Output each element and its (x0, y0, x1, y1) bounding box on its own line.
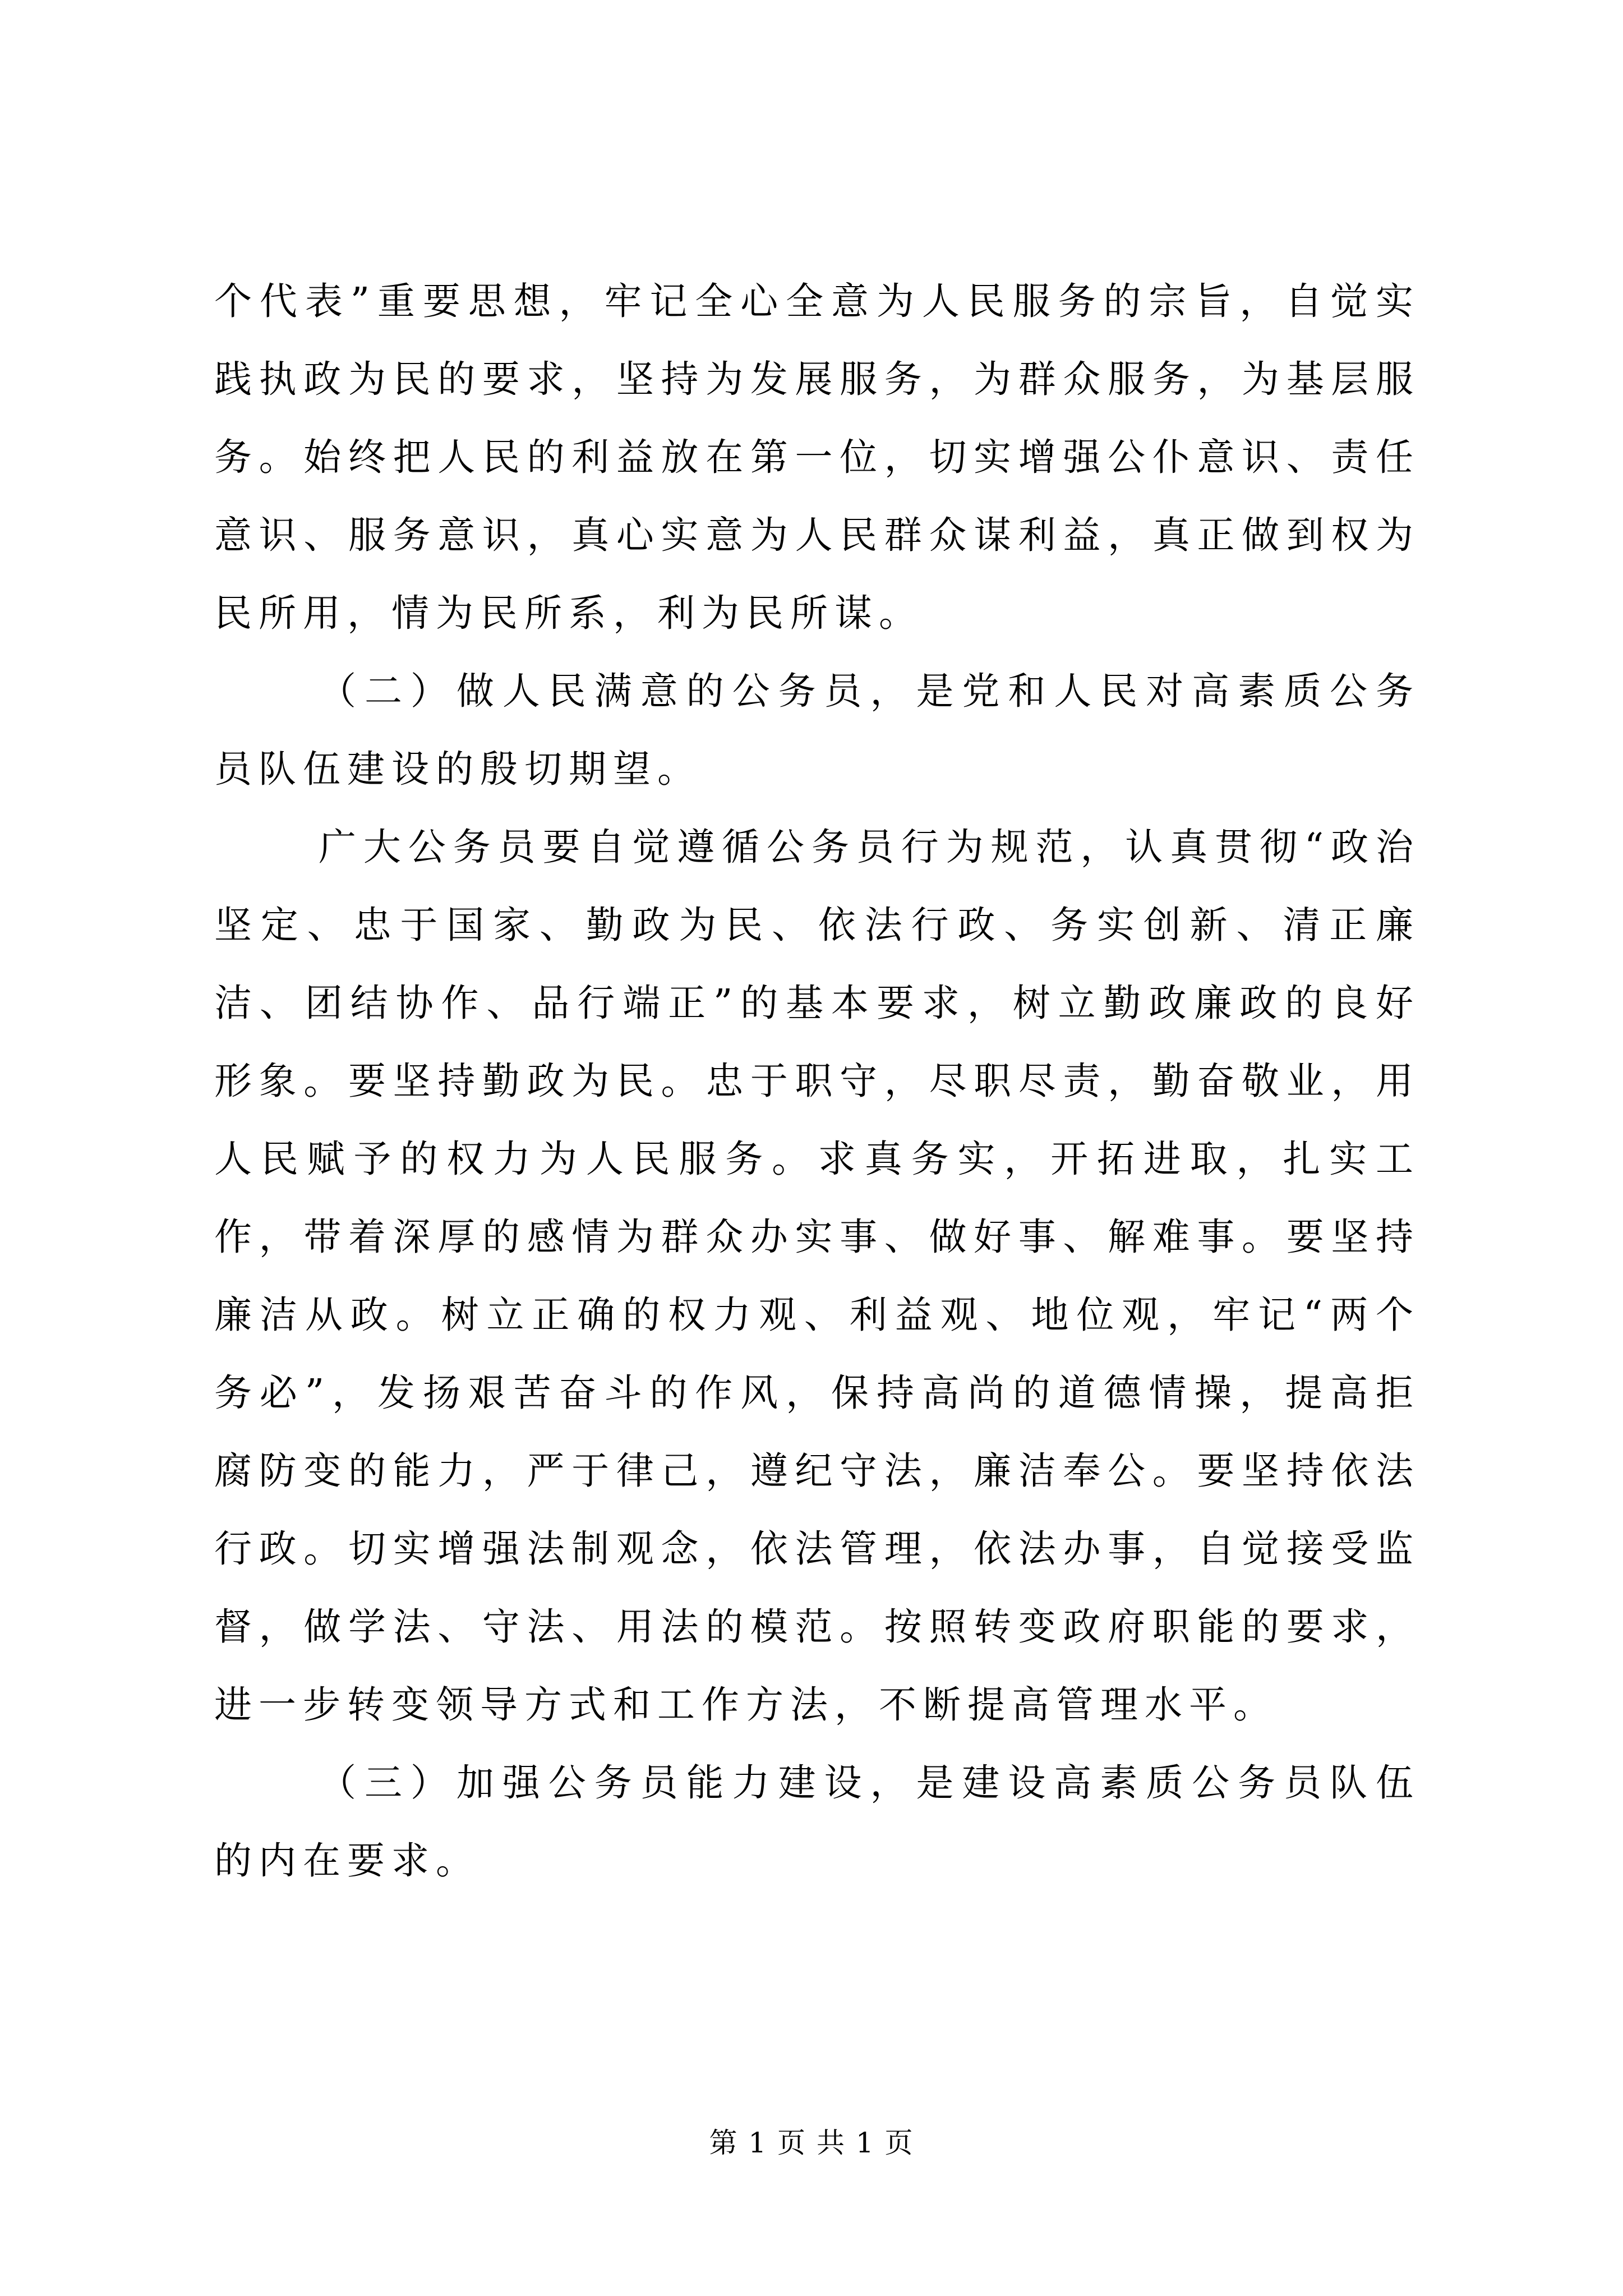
document-body (214, 263, 1420, 1900)
section-heading-3: （三）加强公务员能力建设，是建设高素质公务员队伍的内在要求。 (214, 1761, 1420, 1883)
section-heading-2: （二）做人民满意的公务员，是党和人民对高素质公务员队伍建设的殷切期望。 (214, 669, 1420, 791)
paragraph-body: 广大公务员要自觉遵循公务员行为规范，认真贯彻“政治坚定、忠于国家、勤政为民、依法行政、务实创新、清正廉洁、团结协作、品行端正”的基本要求，树立勤政廉政的良好形象。要坚持勤政为民。忠于职守，尽职尽责，勤奋敬业，用人民赋予的权力为人民服务。求真务实，开拓进取，扎实工作，带着深厚的感情为群众办实事、做好事、解难事。要坚持廉洁从政。树立正确的权力观、利益观、地位观，牢记“两个务必”，发扬艰苦奋斗的作风，保持高尚的道德情操，提高拒腐防变的能力，严于律己，遵纪守法，廉洁奉公。要坚持依法行政。切实增强法制观念，依法管理，依法办事，自觉接受监督，做学法、守法、用法的模范。按照转变政府职能的要求，进一步转变领导方式和工作方法，不断提高管理水平。 (214, 825, 1420, 1727)
paragraph-continuation: 个代表”重要思想，牢记全心全意为人民服务的宗旨，自觉实践执政为民的要求，坚持为发展服务，为群众服务，为基层服务。始终把人民的利益放在第一位，切实增强公仆意识、责任意识、服务意识，真心实意为人民群众谋利益，真正做到权为民所用，情为民所系，利为民所谋。 (214, 279, 1420, 635)
page-number-footer: 第 1 页 共 1 页 (709, 2127, 914, 2159)
